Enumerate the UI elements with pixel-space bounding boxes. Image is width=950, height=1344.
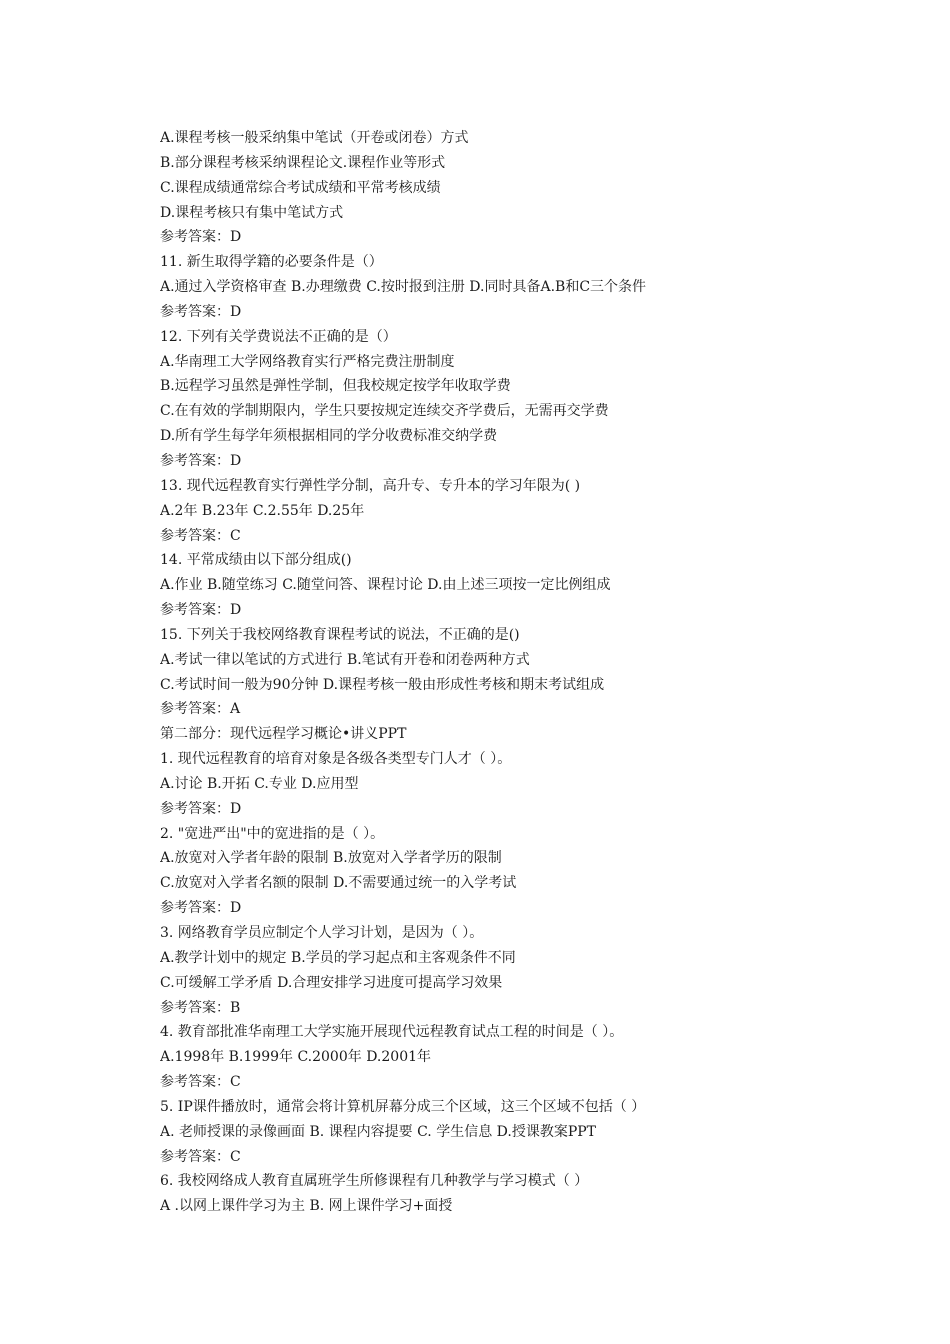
answer-line: 参考答案：D	[160, 800, 242, 817]
question-line: 14. 平常成绩由以下部分组成()	[160, 552, 352, 569]
option-line: C.可缓解工学矛盾 D.合理安排学习进度可提高学习效果	[160, 974, 503, 991]
question-line: 5. IP课件播放时，通常会将计算机屏幕分成三个区域，这三个区域不包括（ ）	[160, 1098, 646, 1115]
answer-line: 参考答案：B	[160, 999, 241, 1016]
question-line: 15. 下列关于我校网络教育课程考试的说法，不正确的是()	[160, 626, 520, 643]
answer-line: 参考答案：D	[160, 900, 242, 917]
question-line: 6. 我校网络成人教育直属班学生所修课程有几种教学与学习模式（ ）	[160, 1173, 589, 1190]
option-line: A.放宽对入学者年龄的限制 B.放宽对入学者学历的限制	[160, 850, 502, 867]
answer-line: 参考答案：C	[160, 527, 241, 544]
question-line: 3. 网络教育学员应制定个人学习计划，是因为（ ）。	[160, 925, 484, 941]
question-line: 2. "宽进严出"中的宽进指的是（ ）。	[160, 825, 385, 842]
answer-line: 参考答案：D	[160, 229, 242, 246]
question-line: 12. 下列有关学费说法不正确的是（）	[160, 328, 397, 345]
option-line: A. 老师授课的录像画面 B. 课程内容提要 C. 学生信息 D.授课教案PPT	[160, 1123, 597, 1140]
option-line: C.在有效的学制期限内，学生只要按规定连续交齐学费后，无需再交学费	[160, 403, 609, 420]
option-line: A.华南理工大学网络教育实行严格完费注册制度	[160, 353, 455, 370]
answer-line: 参考答案：C	[160, 1148, 241, 1165]
option-line: A.讨论 B.开拓 C.专业 D.应用型	[160, 775, 359, 792]
answer-line: 参考答案：D	[160, 602, 242, 619]
option-line: C.考试时间一般为90分钟 D.课程考核一般由形成性考核和期末考试组成	[160, 676, 605, 693]
option-line: D.课程考核只有集中笔试方式	[160, 204, 344, 221]
answer-line: 参考答案：D	[160, 452, 242, 469]
option-line: B.部分课程考核采纳课程论文.课程作业等形式	[160, 154, 446, 171]
option-line: B.远程学习虽然是弹性学制，但我校规定按学年收取学费	[160, 378, 511, 395]
answer-line: 参考答案：A	[160, 701, 241, 718]
question-line: 4. 教育部批准华南理工大学实施开展现代远程教育试点工程的时间是（ ）。	[160, 1024, 624, 1041]
section-heading: 第二部分：现代远程学习概论•讲义PPT	[160, 726, 407, 743]
option-line: C.放宽对入学者名额的限制 D.不需要通过统一的入学考试	[160, 875, 517, 892]
option-line: C.课程成绩通常综合考试成绩和平常考核成绩	[160, 179, 441, 196]
document-body	[160, 126, 880, 1219]
answer-line: 参考答案：C	[160, 1074, 241, 1091]
option-line: A.考试一律以笔试的方式进行 B.笔试有开卷和闭卷两种方式	[160, 651, 530, 668]
option-line: A.通过入学资格审查 B.办理缴费 C.按时报到注册 D.同时具备A.B和C三个条件	[160, 279, 647, 296]
option-line: A.课程考核一般采纳集中笔试（开卷或闭卷）方式	[160, 130, 469, 146]
answer-line: 参考答案：D	[160, 303, 242, 320]
option-line: A.作业 B.随堂练习 C.随堂问答、课程讨论 D.由上述三项按一定比例组成	[160, 577, 611, 594]
option-line: A.1998年 B.1999年 C.2000年 D.2001年	[160, 1049, 432, 1066]
question-line: 11. 新生取得学籍的必要条件是（）	[160, 254, 383, 271]
question-line: 1. 现代远程教育的培育对象是各级各类型专门人才（ ）。	[160, 751, 512, 768]
option-line: A.教学计划中的规定 B.学员的学习起点和主客观条件不同	[160, 949, 516, 966]
option-line: A .以网上课件学习为主 B. 网上课件学习+面授	[160, 1198, 453, 1215]
option-line: D.所有学生每学年须根据相同的学分收费标准交纳学费	[160, 428, 498, 445]
option-line: A.2年 B.23年 C.2.55年 D.25年	[160, 502, 365, 519]
question-line: 13. 现代远程教育实行弹性学分制，高升专、专升本的学习年限为( )	[160, 477, 581, 494]
